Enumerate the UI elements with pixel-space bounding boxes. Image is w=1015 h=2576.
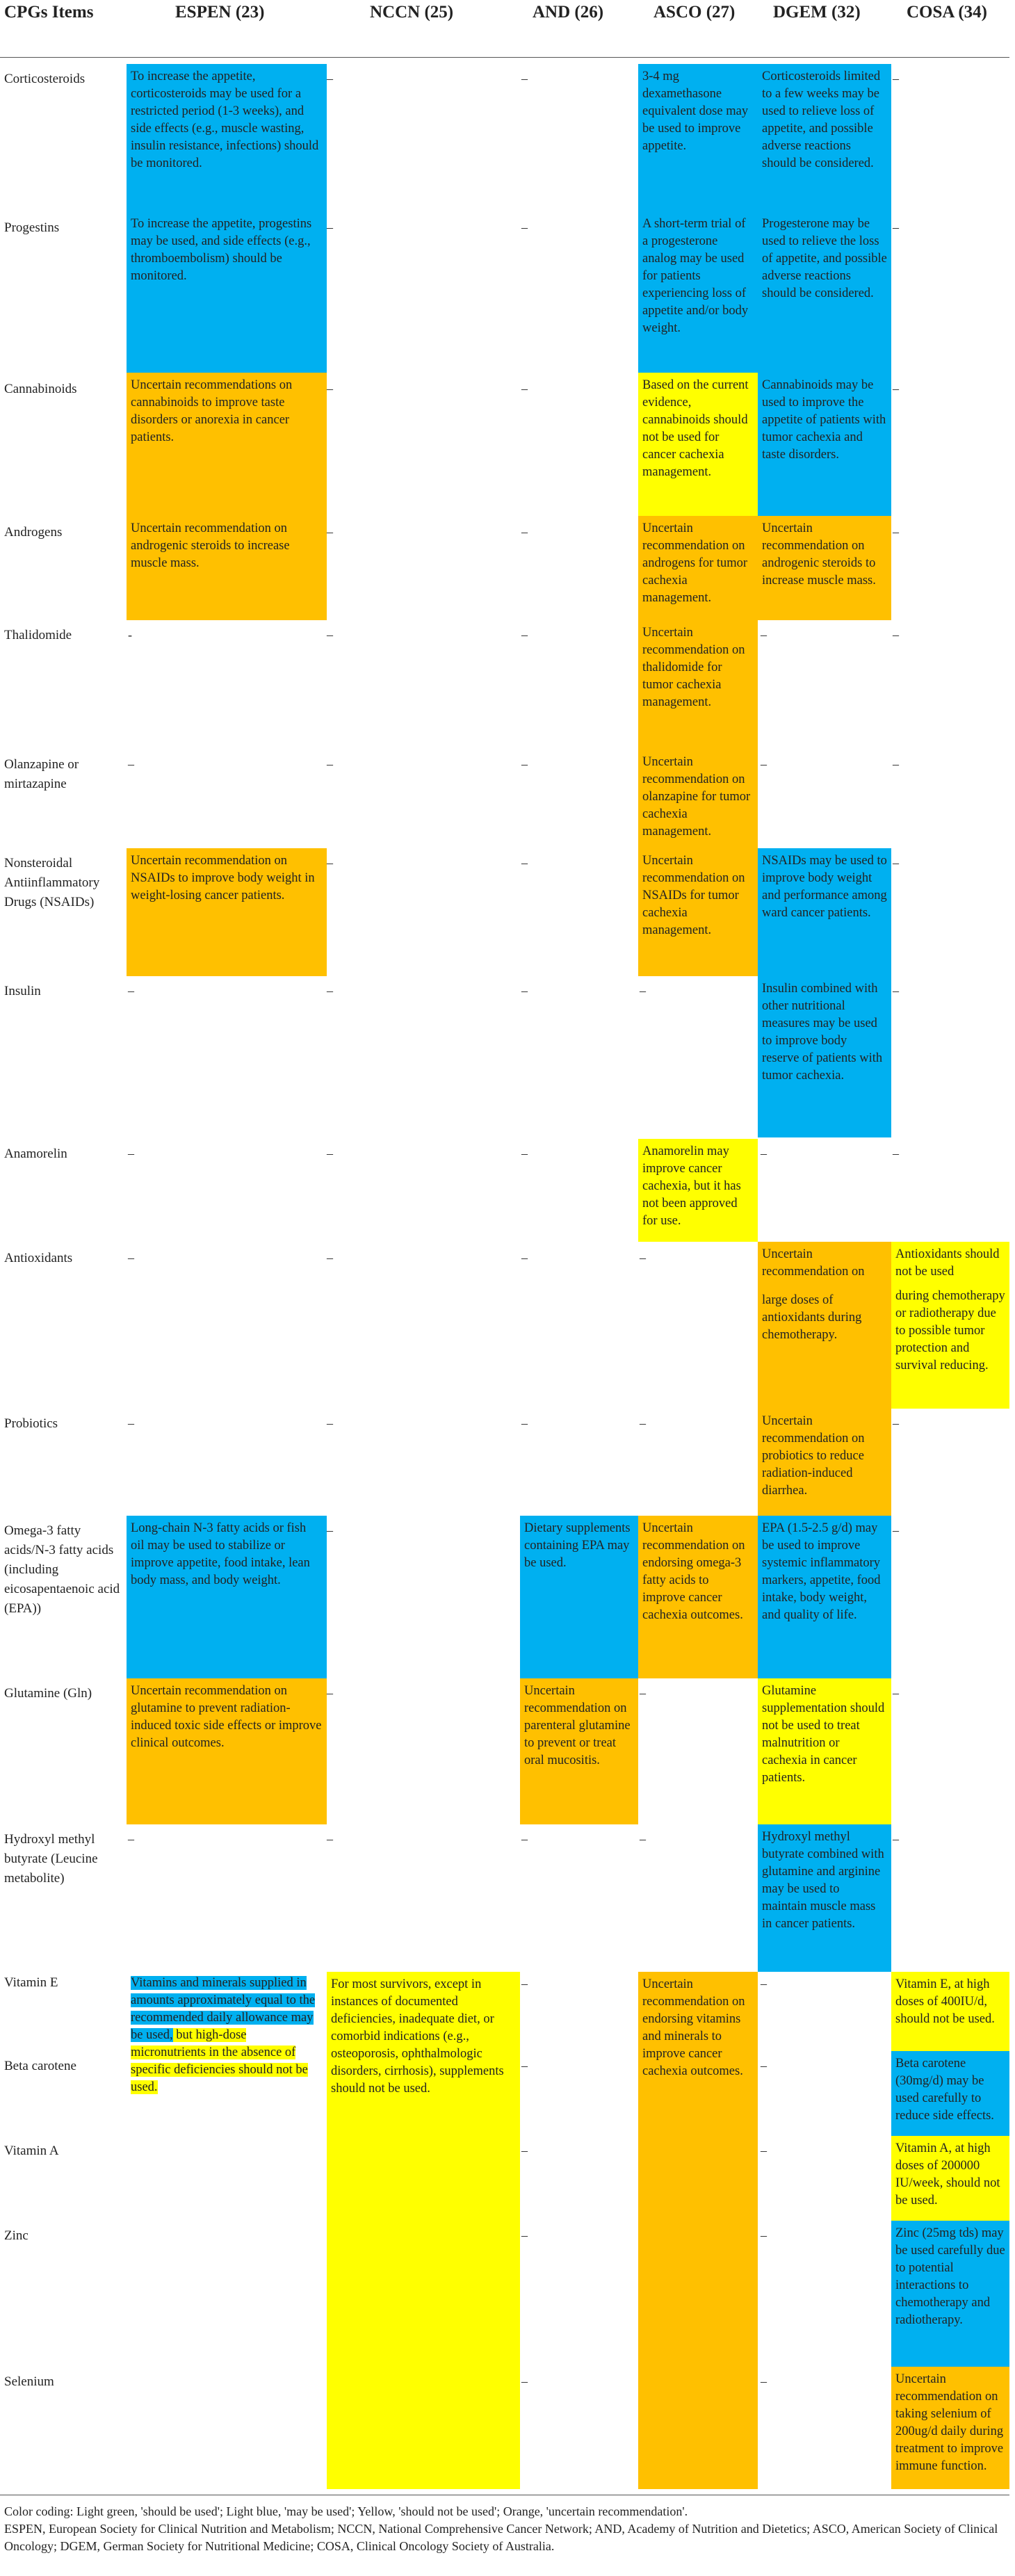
antioxidants-cosa-line2: during chemotherapy or radiotherapy due to possible tumor protection and survival reducing.: [895, 1289, 1005, 1372]
cell-nsaids-asco: Uncertain recommendation on NSAIDs for tumor cachexia management.: [638, 848, 758, 976]
cell-corticosteroids-asco: 3-4 mg dexamethasone equivalent dose may be used to improve appetite.: [638, 64, 758, 211]
cell-glutamine-asco: –: [640, 1686, 646, 1700]
cell-vitamin-a-dgem: –: [761, 2144, 767, 2157]
cell-zinc-dgem: –: [761, 2228, 767, 2242]
cell-insulin-nccn: –: [327, 984, 333, 998]
cell-progestins-asco: A short-term trial of a progesterone analog may be used for patients experiencing loss of appetite and/or body weight.: [638, 211, 758, 373]
cell-androgens-nccn: –: [327, 525, 333, 539]
header-espen: ESPEN (23): [175, 3, 265, 22]
cell-micronutrients-asco: Uncertain recommendation on endorsing vitamins and minerals to improve cancer cachexia outcomes.: [638, 1972, 758, 2489]
footnote-abbreviations: ESPEN, European Society for Clinical Nutrition and Metabolism; NCCN, National Comprehensive Cancer Network; AND, Academy of Nutrition and Dietetics; ASCO, American Society of Clinical Oncology; DGEM, German Society for Nutritional Medicine; COSA, Clinical Oncology Society of Australia.: [4, 2522, 998, 2553]
cell-anamorelin-dgem: –: [761, 1147, 767, 1160]
cell-cannabinoids-dgem: Cannabinoids may be used to improve the appetite of patients with tumor cachexia and taste disorders.: [758, 373, 891, 516]
cell-glutamine-dgem: Glutamine supplementation should not be used to treat malnutrition or cachexia in cancer patients.: [758, 1678, 891, 1824]
cell-cannabinoids-nccn: –: [327, 382, 333, 396]
cell-cannabinoids-and: –: [521, 382, 528, 396]
cell-selenium-cosa: Uncertain recommendation on taking selenium of 200ug/d daily during treatment to improve immune function.: [891, 2367, 1009, 2489]
cell-nsaids-cosa: –: [893, 856, 899, 870]
cell-omega3-asco: Uncertain recommendation on endorsing omega-3 fatty acids to improve cancer cachexia outcomes.: [638, 1516, 758, 1678]
cell-omega3-nccn: –: [327, 1523, 333, 1537]
cell-antioxidants-dgem: [758, 1242, 891, 1409]
row-label-insulin: Insulin: [4, 984, 41, 998]
cell-androgens-asco: Uncertain recommendation on androgens for tumor cachexia management.: [638, 516, 758, 620]
cell-thalidomide-asco: Uncertain recommendation on thalidomide for tumor cachexia management.: [638, 620, 758, 750]
cell-vitamin-a-cosa: Vitamin A, at high doses of 200000 IU/week, should not be used.: [891, 2136, 1009, 2221]
cell-insulin-and: –: [521, 984, 528, 998]
antioxidants-cosa-line1: Antioxidants should not be used: [895, 1247, 1000, 1279]
table-footnote: [4, 2503, 1009, 2555]
row-label-beta-carotene: Beta carotene: [4, 2059, 76, 2073]
header-cosa: COSA (34): [907, 3, 987, 22]
cell-probiotics-asco: –: [640, 1416, 646, 1430]
cell-olanzapine-and: –: [521, 757, 528, 771]
cell-insulin-espen: –: [128, 984, 134, 998]
cell-vitamin-e-cosa: Vitamin E, at high doses of 400IU/d, should not be used.: [891, 1972, 1009, 2051]
cell-hmb-asco: –: [640, 1832, 646, 1846]
cell-nsaids-nccn: –: [327, 856, 333, 870]
cell-nsaids-espen: Uncertain recommendation on NSAIDs to improve body weight in weight-losing cancer patients.: [127, 848, 327, 976]
cell-anamorelin-nccn: –: [327, 1147, 333, 1160]
row-label-olanzapine: Olanzapine or mirtazapine: [4, 757, 79, 791]
cell-nsaids-and: –: [521, 856, 528, 870]
row-label-hmb: Hydroxyl methyl butyrate (Leucine metabolite): [4, 1832, 98, 1886]
cell-olanzapine-espen: –: [128, 757, 134, 771]
row-label-cannabinoids: Cannabinoids: [4, 382, 77, 396]
cell-antioxidants-asco: –: [640, 1251, 646, 1265]
cell-beta-carotene-cosa: Beta carotene (30mg/d) may be used carefully to reduce side effects.: [891, 2051, 1009, 2136]
cell-hmb-dgem: Hydroxyl methyl butyrate combined with glutamine and arginine may be used to maintain muscle mass in cancer patients.: [758, 1824, 891, 1972]
cell-zinc-and: –: [521, 2228, 528, 2242]
header-nccn: NCCN (25): [370, 3, 454, 22]
cell-progestins-and: –: [521, 220, 528, 234]
cell-olanzapine-asco: Uncertain recommendation on olanzapine for tumor cachexia management.: [638, 750, 758, 848]
cell-probiotics-dgem: Uncertain recommendation on probiotics to reduce radiation-induced diarrhea.: [758, 1409, 891, 1516]
micronutrients-espen-may-be-used: Vitamins and minerals supplied in amounts approximately equal to the recommended daily allowance may be used,: [131, 1976, 316, 2042]
cell-hmb-cosa: –: [893, 1832, 899, 1846]
micronutrients-espen-should-not-be-used: but high-dose micronutrients in the absence of specific deficiencies should not be used.: [131, 2028, 308, 2094]
cell-probiotics-nccn: –: [327, 1416, 333, 1430]
cell-antioxidants-nccn: –: [327, 1251, 333, 1265]
cell-thalidomide-nccn: –: [327, 628, 333, 642]
cell-selenium-and: –: [521, 2374, 528, 2388]
header-asco: ASCO (27): [653, 3, 736, 22]
cell-probiotics-and: –: [521, 1416, 528, 1430]
cell-progestins-espen: To increase the appetite, progestins may be used, and side effects (e.g., thromboembolism) should be monitored.: [127, 211, 327, 373]
cell-anamorelin-and: –: [521, 1147, 528, 1160]
cell-micronutrients-nccn: For most survivors, except in instances of documented deficiencies, inadequate diet, or comorbid indications (e.g., osteoporosis, ophthalmologic disorders, cirrhosis), supplements should not be used.: [327, 1972, 520, 2489]
row-label-glutamine: Glutamine (Gln): [4, 1686, 92, 1701]
header-items: CPGs Items: [4, 3, 94, 22]
cell-thalidomide-cosa: –: [893, 628, 899, 642]
cell-omega3-dgem: EPA (1.5-2.5 g/d) may be used to improve systemic inflammatory markers, appetite, food intake, body weight, and quality of life.: [758, 1516, 891, 1678]
cell-insulin-dgem: Insulin combined with other nutritional measures may be used to improve body reserve of patients with tumor cachexia.: [758, 976, 891, 1137]
cell-androgens-dgem: Uncertain recommendation on androgenic steroids to increase muscle mass.: [758, 516, 891, 620]
footnote-color-coding: Color coding: Light green, 'should be used'; Light blue, 'may be used'; Yellow, 'should not be used'; Orange, 'uncertain recommendation'.: [4, 2504, 688, 2518]
cell-olanzapine-cosa: –: [893, 757, 899, 771]
cell-omega3-and: Dietary supplements containing EPA may be used.: [520, 1516, 638, 1678]
cell-antioxidants-cosa: [891, 1242, 1009, 1409]
header-dgem: DGEM (32): [773, 3, 861, 22]
cell-thalidomide-espen: -: [128, 628, 132, 642]
cell-hmb-nccn: –: [327, 1832, 333, 1846]
cell-cannabinoids-espen: Uncertain recommendations on cannabinoids to improve taste disorders or anorexia in cancer patients.: [127, 373, 327, 516]
cell-hmb-espen: –: [128, 1832, 134, 1846]
cell-corticosteroids-espen: To increase the appetite, corticosteroids may be used for a restricted period (1-3 weeks), and side effects (e.g., muscle wasting, insulin resistance, infections) should be monitored.: [127, 64, 327, 211]
cell-omega3-cosa: –: [893, 1523, 899, 1537]
cell-vitamin-e-and: –: [521, 1977, 528, 1991]
cell-micronutrients-espen: [127, 1972, 327, 2139]
cell-anamorelin-cosa: –: [893, 1147, 899, 1160]
row-label-probiotics: Probiotics: [4, 1416, 58, 1431]
header-rule: [0, 57, 1009, 58]
row-label-corticosteroids: Corticosteroids: [4, 72, 86, 86]
cell-cannabinoids-cosa: –: [893, 382, 899, 396]
antioxidants-dgem-line2: large doses of antioxidants during chemotherapy.: [762, 1293, 862, 1342]
row-label-vitamin-e: Vitamin E: [4, 1975, 58, 1990]
row-label-anamorelin: Anamorelin: [4, 1147, 67, 1161]
cell-olanzapine-dgem: –: [761, 757, 767, 771]
cell-glutamine-espen: Uncertain recommendation on glutamine to prevent radiation-induced toxic side effects or improve clinical outcomes.: [127, 1678, 327, 1824]
row-label-progestins: Progestins: [4, 220, 60, 235]
header-and: AND (26): [533, 3, 604, 22]
cell-probiotics-cosa: –: [893, 1416, 899, 1430]
cell-hmb-and: –: [521, 1832, 528, 1846]
cell-glutamine-cosa: –: [893, 1686, 899, 1700]
cell-antioxidants-and: –: [521, 1251, 528, 1265]
row-label-zinc: Zinc: [4, 2228, 29, 2243]
cell-glutamine-and: Uncertain recommendation on parenteral glutamine to prevent or treat oral mucositis.: [520, 1678, 638, 1824]
cell-vitamin-a-and: –: [521, 2144, 528, 2157]
row-label-omega3: Omega-3 fatty acids/N-3 fatty acids (including eicosapentaenoic acid (EPA)): [4, 1523, 120, 1616]
row-label-antioxidants: Antioxidants: [4, 1251, 73, 1265]
cell-omega3-espen: Long-chain N-3 fatty acids or fish oil may be used to stabilize or improve appetite, food intake, lean body mass, and body weight.: [127, 1516, 327, 1678]
cell-olanzapine-nccn: –: [327, 757, 333, 771]
row-label-androgens: Androgens: [4, 525, 63, 540]
cell-corticosteroids-nccn: –: [327, 72, 333, 86]
cell-progestins-cosa: –: [893, 220, 899, 234]
cell-androgens-and: –: [521, 525, 528, 539]
cell-androgens-cosa: –: [893, 525, 899, 539]
cell-selenium-dgem: –: [761, 2374, 767, 2388]
cell-anamorelin-espen: –: [128, 1147, 134, 1160]
cell-thalidomide-dgem: –: [761, 628, 767, 642]
cell-beta-carotene-and: –: [521, 2059, 528, 2073]
cell-vitamin-e-dgem: –: [761, 1977, 767, 1991]
cell-corticosteroids-cosa: –: [893, 72, 899, 86]
antioxidants-dgem-line1: Uncertain recommendation on: [762, 1247, 865, 1279]
cell-androgens-espen: Uncertain recommendation on androgenic steroids to increase muscle mass.: [127, 516, 327, 620]
cell-anamorelin-asco: Anamorelin may improve cancer cachexia, but it has not been approved for use.: [638, 1139, 758, 1242]
cell-nsaids-dgem: NSAIDs may be used to improve body weight and performance among ward cancer patients.: [758, 848, 891, 976]
row-label-thalidomide: Thalidomide: [4, 628, 72, 642]
row-label-vitamin-a: Vitamin A: [4, 2144, 59, 2158]
cell-beta-carotene-dgem: –: [761, 2059, 767, 2073]
cell-zinc-cosa: Zinc (25mg tds) may be used carefully due to potential interactions to chemotherapy and radiotherapy.: [891, 2221, 1009, 2367]
cell-progestins-nccn: –: [327, 220, 333, 234]
cell-corticosteroids-and: –: [521, 72, 528, 86]
cell-insulin-asco: –: [640, 984, 646, 998]
cell-corticosteroids-dgem: Corticosteroids limited to a few weeks may be used to relieve loss of appetite, and possible adverse reactions should be considered.: [758, 64, 891, 211]
cell-progestins-dgem: Progesterone may be used to relieve the loss of appetite, and possible adverse reactions should be considered.: [758, 211, 891, 373]
cell-thalidomide-and: –: [521, 628, 528, 642]
row-label-selenium: Selenium: [4, 2374, 54, 2389]
cell-insulin-cosa: –: [893, 984, 899, 998]
row-label-nsaids: Nonsteroidal Antiinflammatory Drugs (NSAIDs): [4, 856, 100, 909]
cell-probiotics-espen: –: [128, 1416, 134, 1430]
cell-cannabinoids-asco: Based on the current evidence, cannabinoids should not be used for cancer cachexia management.: [638, 373, 758, 516]
cell-antioxidants-espen: –: [128, 1251, 134, 1265]
cell-glutamine-nccn: –: [327, 1686, 333, 1700]
